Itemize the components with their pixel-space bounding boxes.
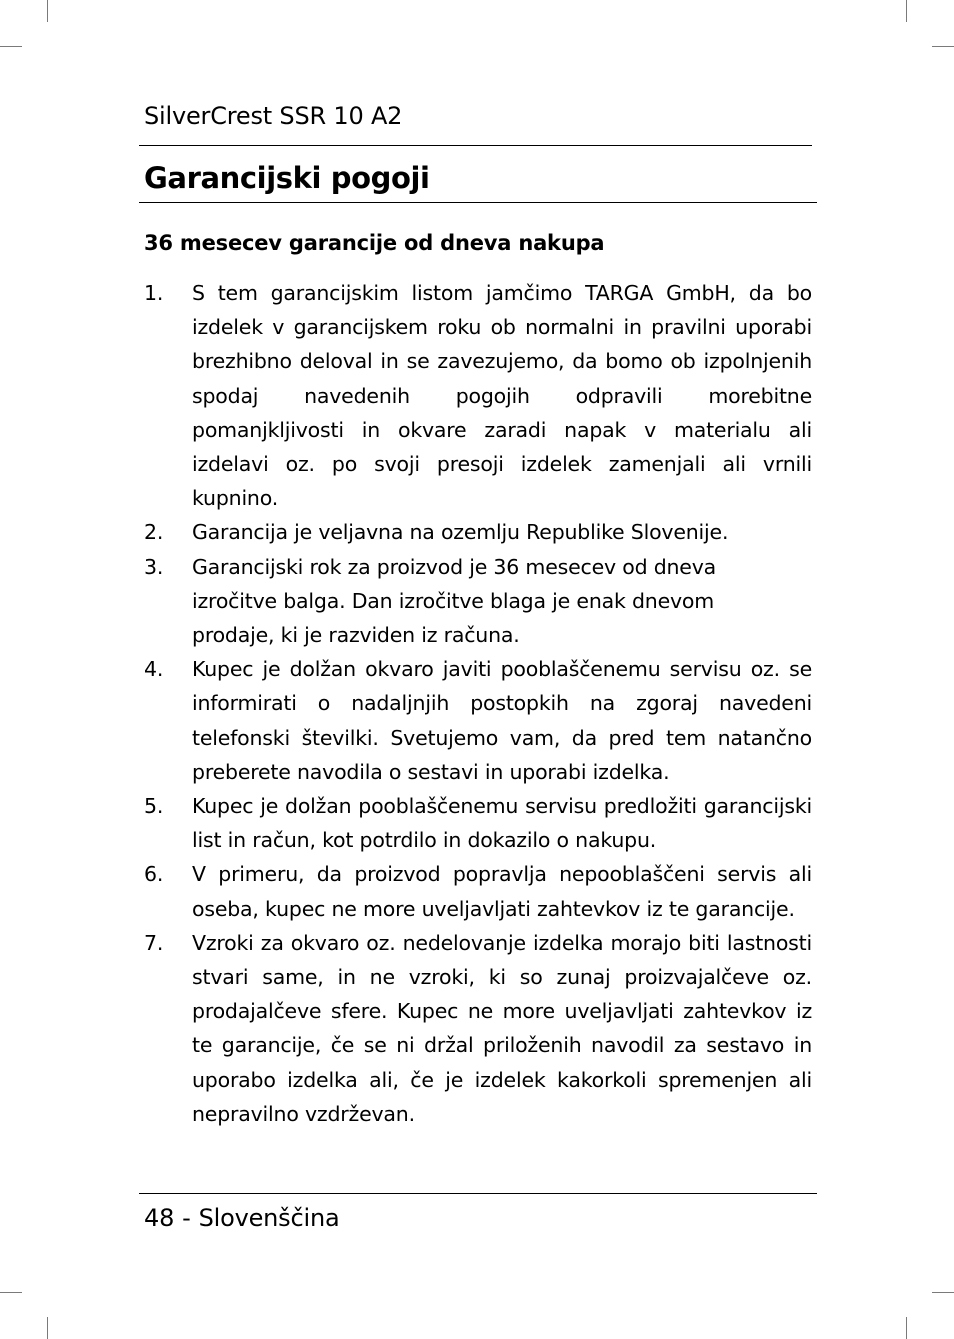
list-item xyxy=(144,926,812,1131)
list-item-text-line: Garancijski rok za proizvod je 36 mesecev od dneva xyxy=(192,554,717,579)
list-item-text-line: izročitve balga. Dan izročitve blaga je enak dnevom xyxy=(192,588,715,613)
list-item-text: Vzroki za okvaro oz. nedelovanje izdelka morajo biti lastnosti stvari same, in ne vzroki, ki so zunaj proizvajalčeve oz. prodajalčeve sfere. Kupec ne more uveljavljati zahtevkov iz te garancije, če se ni držal priloženih navodil za sestavo in uporabo izdelka ali, če je izdelek kakorkoli spremenjen ali nepravilno vzdrževan. xyxy=(192,930,812,1126)
list-item-text-line: prodaje, ki je razviden iz računa. xyxy=(192,623,520,648)
page-title: Garancijski pogoji xyxy=(144,161,430,195)
list-item-text: Kupec je dolžan okvaro javiti pooblaščenemu servisu oz. se informirati o nadaljnjih postopkih na zgoraj navedeni telefonski številki. Svetujemo vam, da pred tem natančno preberete navodila o sestavi in uporabi izdelka. xyxy=(192,657,812,784)
list-item xyxy=(144,857,812,925)
warranty-conditions-list xyxy=(144,276,812,1131)
title-rule xyxy=(139,202,817,203)
list-item-text: V primeru, da proizvod popravlja nepooblaščeni servis ali oseba, kupec ne more uveljavljati zahtevkov iz te garancije. xyxy=(192,862,812,921)
crop-mark xyxy=(0,1292,22,1293)
footer-separator: - xyxy=(182,1204,191,1232)
page-footer xyxy=(144,1202,339,1234)
page-number: 48 xyxy=(144,1204,175,1232)
list-item xyxy=(144,276,812,515)
list-item-number: 2. xyxy=(144,520,164,545)
list-item-number: 7. xyxy=(144,930,164,955)
crop-mark xyxy=(932,1292,954,1293)
crop-mark xyxy=(47,0,48,22)
crop-mark xyxy=(906,0,907,22)
header-rule xyxy=(139,145,812,146)
list-item-text: Garancija je veljavna na ozemlju Republike Slovenije. xyxy=(192,520,729,545)
footer-language: Slovenščina xyxy=(198,1204,340,1232)
list-item-number: 4. xyxy=(144,657,164,682)
list-item xyxy=(144,550,812,653)
list-item-number: 6. xyxy=(144,862,164,887)
list-item xyxy=(144,515,812,549)
list-item-number: 3. xyxy=(144,554,164,579)
section-subtitle: 36 mesecev garancije od dneva nakupa xyxy=(144,231,605,255)
list-item-text: Kupec je dolžan pooblaščenemu servisu predložiti garancijski list in račun, kot potrdilo in dokazilo o nakupu. xyxy=(192,794,812,853)
list-item-number: 1. xyxy=(144,281,164,305)
list-item-text: S tem garancijskim listom jamčimo TARGA GmbH, da bo izdelek v garancijskem roku ob normalni in pravilni uporabi brezhibno deloval in se zavezujemo, da bomo ob izpolnjenih spodaj navedenih pogojih odpravili morebitne pomanjkljivosti in okvare zaradi napak v materialu ali izdelavi oz. po svoji presoji izdelek zamenjali ali vrnili kupnino. xyxy=(192,281,812,511)
footer-rule xyxy=(139,1193,817,1194)
running-header: SilverCrest SSR 10 A2 xyxy=(144,102,403,130)
list-item xyxy=(144,789,812,857)
crop-mark xyxy=(47,1317,48,1339)
crop-mark xyxy=(0,46,22,47)
list-item xyxy=(144,652,812,789)
crop-mark xyxy=(906,1317,907,1339)
crop-mark xyxy=(932,46,954,47)
list-item-number: 5. xyxy=(144,794,164,819)
